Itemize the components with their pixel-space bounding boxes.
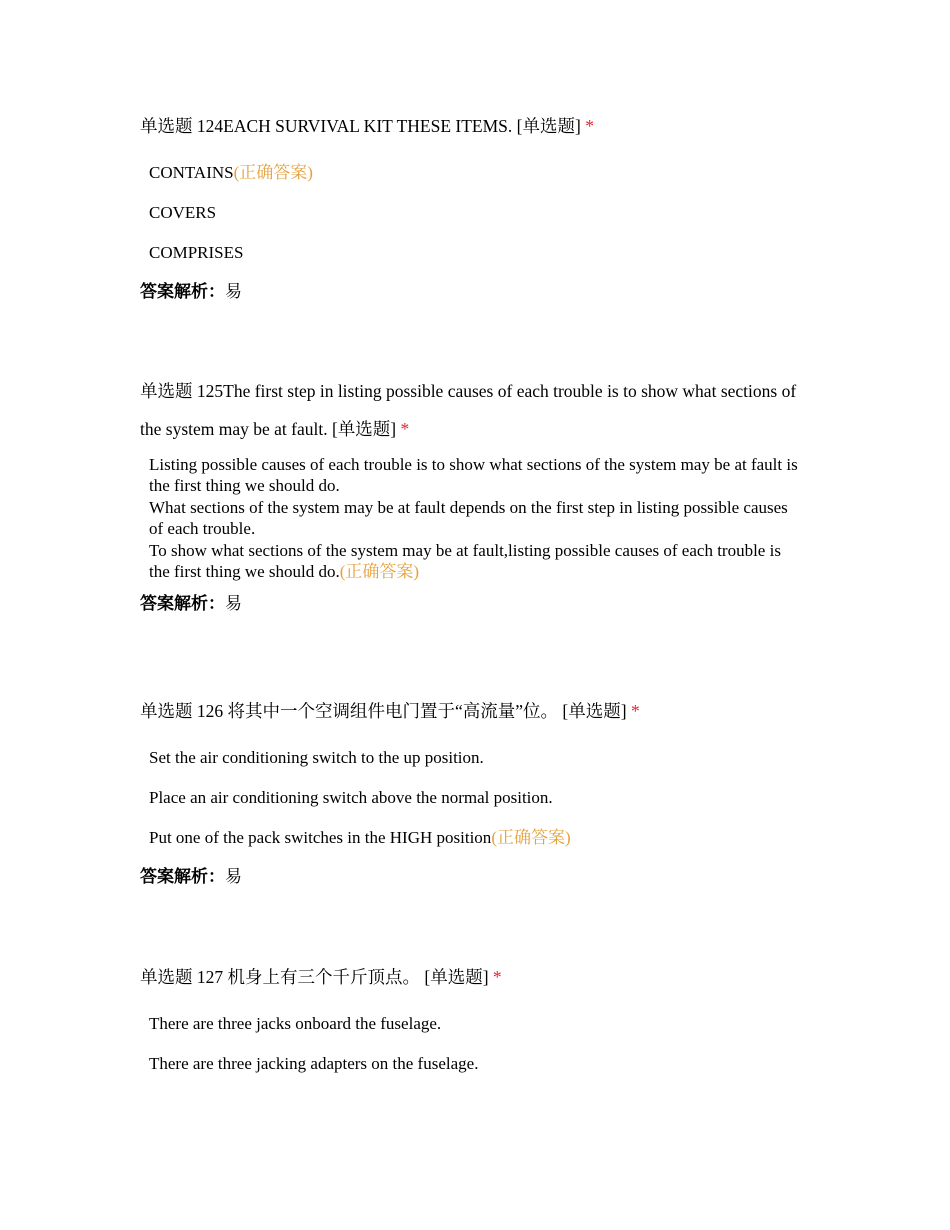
option-text: There are three jacks onboard the fuselage. [149, 1014, 442, 1033]
question-title-text: 单选题 127 机身上有三个千斤顶点。 [单选题] [140, 967, 489, 987]
analysis-label: 答案解析： [140, 867, 225, 887]
analysis-value: 易 [225, 867, 242, 887]
option-item[interactable] [149, 818, 805, 858]
option-text: Place an air conditioning switch above the normal position. [149, 788, 553, 807]
question-126 [140, 692, 805, 896]
question-title [140, 107, 805, 145]
question-title [140, 372, 805, 448]
answer-analysis [140, 858, 805, 896]
option-text: CONTAINS [149, 163, 234, 182]
option-text: What sections of the system may be at fault depends on the first step in listing possible causes of each trouble. [149, 498, 788, 538]
question-title-text: 单选题 126 将其中一个空调组件电门置于“高流量”位。 [单选题] [140, 701, 627, 721]
option-item[interactable] [149, 738, 805, 778]
option-item[interactable] [149, 454, 805, 496]
option-item[interactable] [149, 233, 805, 273]
option-item[interactable] [149, 1044, 805, 1084]
option-list [149, 1004, 805, 1084]
analysis-value: 易 [225, 282, 242, 302]
option-list [149, 738, 805, 858]
required-mark: * [492, 967, 502, 987]
option-text: There are three jacking adapters on the fuselage. [149, 1054, 479, 1073]
analysis-value: 易 [225, 594, 242, 614]
option-item[interactable] [149, 497, 805, 539]
correct-answer-tag: (正确答案) [339, 562, 420, 581]
option-text: Set the air conditioning switch to the up position. [149, 748, 484, 767]
required-mark: * [585, 116, 594, 136]
answer-analysis [140, 273, 805, 311]
option-list [149, 454, 805, 582]
answer-analysis [140, 585, 805, 623]
option-item[interactable] [149, 778, 805, 818]
option-text: To show what sections of the system may be at fault,listing possible causes of each trouble is the first thing we should do. [149, 541, 781, 581]
question-125 [140, 372, 805, 623]
question-124 [140, 107, 805, 311]
correct-answer-tag: (正确答案) [233, 163, 313, 182]
question-title-text: 单选题 124EACH SURVIVAL KIT THESE ITEMS. [单选题] [140, 116, 581, 136]
option-item[interactable] [149, 193, 805, 233]
option-text: Listing possible causes of each trouble is to show what sections of the system may be at fault is the first thing we should do. [149, 455, 798, 495]
analysis-label: 答案解析： [140, 282, 225, 302]
option-text: COVERS [149, 203, 217, 222]
option-list [149, 153, 805, 273]
option-text: Put one of the pack switches in the HIGH position [149, 828, 492, 847]
required-mark: * [630, 701, 640, 721]
question-127 [140, 958, 805, 1084]
question-title-text: 单选题 125The first step in listing possible causes of each trouble is to show what sections of the system may be at fault. [单选题] [140, 381, 797, 439]
question-title [140, 958, 805, 996]
option-item[interactable] [149, 1004, 805, 1044]
option-item[interactable] [149, 540, 805, 582]
analysis-label: 答案解析： [140, 594, 225, 614]
correct-answer-tag: (正确答案) [491, 828, 571, 847]
option-item[interactable] [149, 153, 805, 193]
option-text: COMPRISES [149, 243, 244, 262]
question-title [140, 692, 805, 730]
required-mark: * [400, 419, 410, 439]
